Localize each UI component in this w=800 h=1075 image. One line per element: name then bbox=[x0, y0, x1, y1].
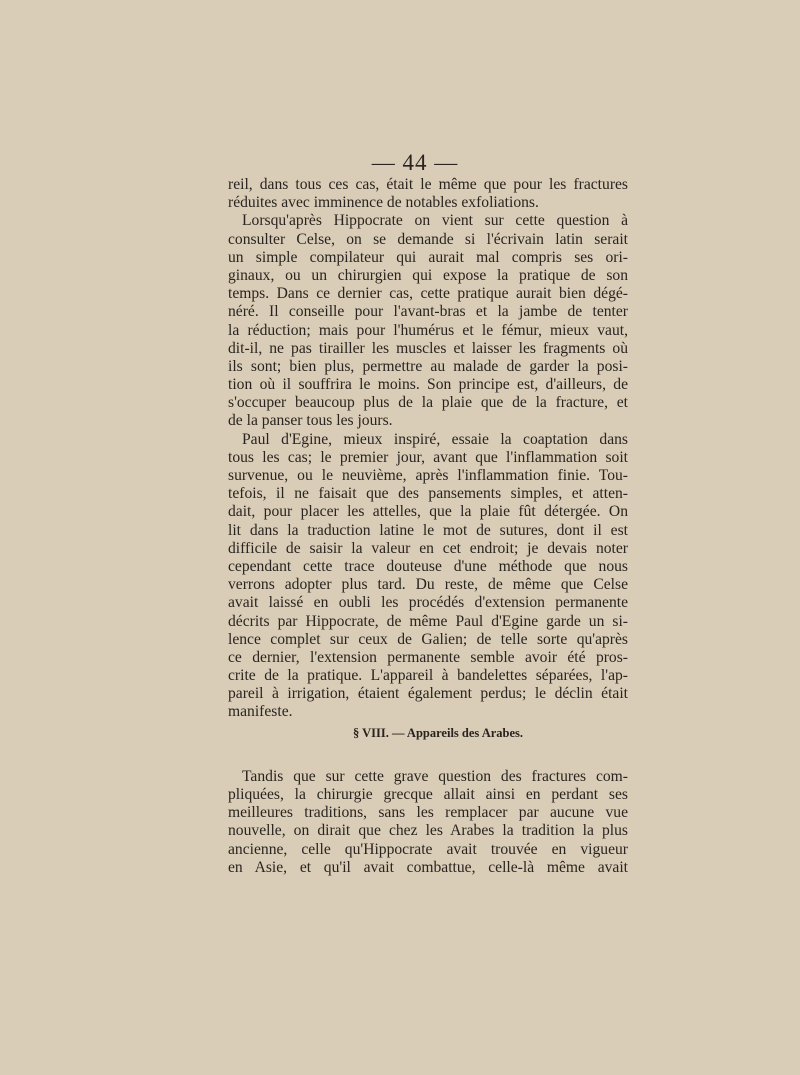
text-line: cependant cette trace douteuse d'une méthode que nous bbox=[228, 557, 628, 575]
text-line: nouvelle, on dirait que chez les Arabes la tradition la plus bbox=[228, 822, 628, 840]
text-line: en Asie, et qu'il avait combattue, celle-là même avait bbox=[228, 858, 628, 876]
text-line: consulter Celse, on se demande si l'écrivain latin serait bbox=[228, 230, 628, 248]
text-line: ils sont; bien plus, permettre au malade de garder la posi- bbox=[228, 357, 628, 375]
text-line: néré. Il conseille pour l'avant-bras et la jambe de tenter bbox=[228, 303, 628, 321]
text-line: décrits par Hippocrate, de même Paul d'Egine garde un si- bbox=[228, 612, 628, 630]
text-line: crite de la pratique. L'appareil à bandelettes séparées, l'ap- bbox=[228, 667, 628, 685]
text-line: tion où il souffrira le moins. Son principe est, d'ailleurs, de bbox=[228, 376, 628, 394]
text-line: Paul d'Egine, mieux inspiré, essaie la coaptation dans bbox=[242, 430, 628, 448]
text-line: avait laissé en oubli les procédés d'extension permanente bbox=[228, 594, 628, 612]
text-line: pareil à irrigation, étaient également perdus; le déclin était bbox=[228, 685, 628, 703]
text-line: Tandis que sur cette grave question des fractures com- bbox=[242, 767, 628, 785]
text-line: temps. Dans ce dernier cas, cette pratique aurait bien dégé- bbox=[228, 285, 628, 303]
text-line: tous les cas; le premier jour, avant que l'inflammation soit bbox=[228, 448, 628, 466]
text-line: ce dernier, l'extension permanente semble avoir été pros- bbox=[228, 648, 628, 666]
page-number: — 44 — bbox=[371, 150, 459, 175]
text-line: verrons adopter plus tard. Du reste, de même que Celse bbox=[228, 576, 628, 594]
text-line: ginaux, ou un chirurgien qui expose la pratique de son bbox=[228, 266, 628, 284]
text-line: s'occuper beaucoup plus de la plaie que de la fracture, et bbox=[228, 394, 628, 412]
text-line: lit dans la traduction latine le mot de sutures, dont il est bbox=[228, 521, 628, 539]
text-line: de la panser tous les jours. bbox=[228, 412, 393, 430]
text-line: dit-il, ne pas tirailler les muscles et laisser les fragments où bbox=[228, 339, 628, 357]
text-line: difficile de saisir la valeur en cet endroit; je devais noter bbox=[228, 539, 628, 557]
text-line: la réduction; mais pour l'humérus et le fémur, mieux vaut, bbox=[228, 321, 628, 339]
text-line: ancienne, celle qu'Hippocrate avait trouvée en vigueur bbox=[228, 840, 628, 858]
text-line: meilleures traditions, sans les remplacer par aucune vue bbox=[228, 804, 628, 822]
body-text bbox=[228, 176, 628, 877]
section-heading: § VIII. — Appareils des Arabes. bbox=[352, 725, 524, 740]
text-line: Lorsqu'après Hippocrate on vient sur cette question à bbox=[242, 212, 628, 230]
text-line: réduites avec imminence de notables exfoliations. bbox=[228, 194, 539, 212]
text-line: pliquées, la chirurgie grecque allait ainsi en perdant ses bbox=[228, 786, 628, 803]
text-line: manifeste. bbox=[228, 703, 293, 721]
text-line: un simple compilateur qui aurait mal compris ses ori- bbox=[228, 248, 628, 266]
text-line: tefois, il ne faisait que des pansements simples, et atten- bbox=[228, 485, 628, 503]
text-line: dait, pour placer les attelles, que la plaie fût détergée. On bbox=[228, 503, 628, 521]
text-line: reil, dans tous ces cas, était le même que pour les fractures bbox=[228, 176, 628, 193]
text-line: survenue, ou le neuvième, après l'inflammation finie. Tou- bbox=[228, 467, 628, 484]
text-line: lence complet sur ceux de Galien; de telle sorte qu'après bbox=[228, 630, 628, 648]
